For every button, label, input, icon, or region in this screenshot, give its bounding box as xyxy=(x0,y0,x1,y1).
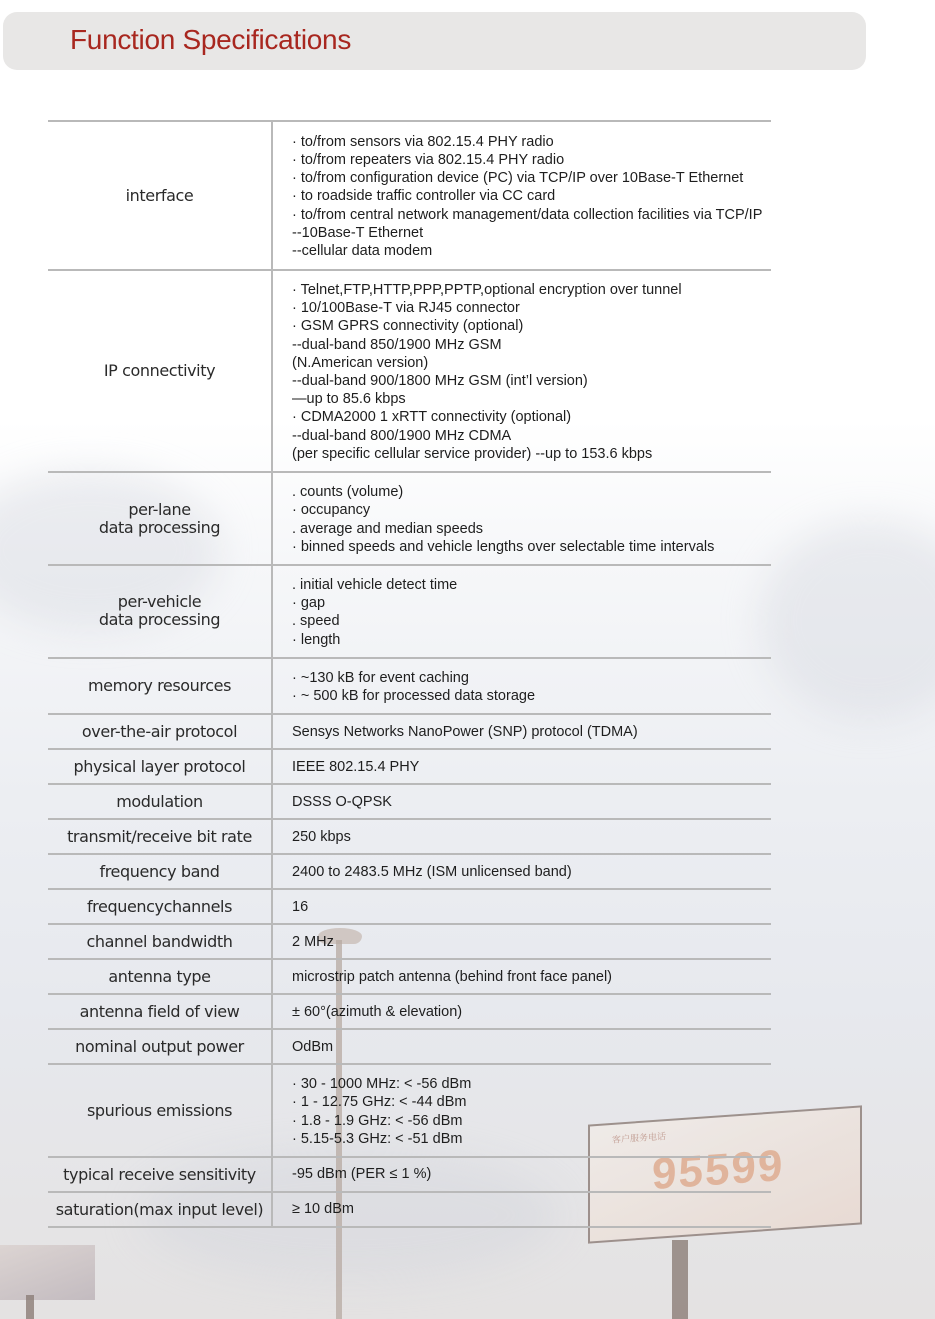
spec-value-line: ≥ 10 dBm xyxy=(292,1201,354,1218)
spec-value-line: · to/from repeaters via 802.15.4 PHY radio xyxy=(292,151,565,168)
spec-label-text: saturation(max input level) xyxy=(55,1199,264,1219)
cloud xyxy=(760,520,935,720)
spec-label xyxy=(48,924,272,959)
spec-value-line: --cellular data modem xyxy=(292,243,433,259)
spec-label-text: frequency band xyxy=(99,861,220,881)
spec-table-body xyxy=(48,121,771,1227)
spec-value xyxy=(272,854,771,889)
spec-value xyxy=(272,565,771,658)
spec-label-text: antenna field of view xyxy=(79,1001,240,1021)
spec-label-text: over-the-air protocol xyxy=(81,721,238,741)
spec-value-line: · length xyxy=(292,631,341,648)
spec-value-line: IEEE 802.15.4 PHY xyxy=(292,758,420,775)
spec-label-text: data processing xyxy=(98,610,221,630)
spec-row xyxy=(48,854,771,889)
spec-value-line: · 1.8 - 1.9 GHz: < -56 dBm xyxy=(292,1112,463,1129)
spec-value-line: · to/from configuration device (PC) via TCP/IP over 10Base-T Ethernet xyxy=(292,170,744,187)
billboard-number: 95599 xyxy=(652,1140,785,1200)
spec-value xyxy=(272,1157,771,1192)
spec-label xyxy=(48,1192,272,1227)
spec-label xyxy=(48,749,272,784)
spec-value-line: 250 kbps xyxy=(292,828,351,845)
spec-label xyxy=(48,959,272,994)
spec-value-line: -95 dBm (PER ≤ 1 %) xyxy=(292,1166,432,1183)
spec-label xyxy=(48,1064,272,1157)
spec-label-text: spurious emissions xyxy=(86,1100,233,1120)
spec-value-line: --dual-band 900/1800 MHz GSM (int’l version) xyxy=(292,373,588,390)
spec-value-line: --dual-band 850/1900 MHz GSM xyxy=(292,336,502,353)
spec-value-line: · 10/100Base-T via RJ45 connector xyxy=(292,300,520,317)
spec-label xyxy=(48,854,272,889)
spec-value-line: · gap xyxy=(292,595,326,612)
spec-value-line: · ~ 500 kB for processed data storage xyxy=(292,688,536,705)
spec-label-text: modulation xyxy=(116,791,203,811)
spec-row xyxy=(48,924,771,959)
billboard-small-post xyxy=(26,1295,34,1319)
spec-label-text: frequencychannels xyxy=(86,896,233,916)
spec-label-text: physical layer protocol xyxy=(73,756,246,776)
spec-label-text: typical receive sensitivity xyxy=(63,1164,256,1184)
spec-value-line: Sensys Networks NanoPower (SNP) protocol (TDMA) xyxy=(292,723,638,740)
spec-label-text: memory resources xyxy=(87,676,232,696)
spec-label xyxy=(48,472,272,565)
spec-value-line: (per specific cellular service provider) --up to 153.6 kbps xyxy=(292,445,653,462)
spec-value-line: · to roadside traffic controller via CC card xyxy=(292,188,556,205)
spec-row xyxy=(48,749,771,784)
spec-value-line: · binned speeds and vehicle lengths over selectable time intervals xyxy=(292,538,715,555)
spec-value xyxy=(272,121,771,270)
spec-value-line: · 5.15-5.3 GHz: < -51 dBm xyxy=(292,1130,463,1147)
spec-value-line: · occupancy xyxy=(292,502,371,519)
billboard-caption: 客户服务电话 xyxy=(612,1131,667,1145)
spec-row xyxy=(48,994,771,1029)
spec-label xyxy=(48,1157,272,1192)
spec-label xyxy=(48,1029,272,1064)
spec-row xyxy=(48,1192,771,1227)
spec-value xyxy=(272,1029,771,1064)
spec-label-text: per-vehicle xyxy=(117,592,202,612)
spec-label xyxy=(48,270,272,472)
spec-label xyxy=(48,121,272,270)
spec-label xyxy=(48,784,272,819)
spec-table xyxy=(48,120,771,1228)
spec-value-line: · ~130 kB for event caching xyxy=(292,669,469,686)
spec-value-line: ± 60°(azimuth & elevation) xyxy=(292,1003,463,1020)
spec-row xyxy=(48,889,771,924)
spec-value xyxy=(272,889,771,924)
spec-value-line: DSSS O-QPSK xyxy=(292,793,392,810)
spec-row xyxy=(48,270,771,472)
spec-row xyxy=(48,121,771,270)
spec-row xyxy=(48,784,771,819)
spec-value-line: · GSM GPRS connectivity (optional) xyxy=(292,318,524,335)
spec-label-text: nominal output power xyxy=(75,1036,244,1056)
spec-label xyxy=(48,714,272,749)
page-title: Function Specifications xyxy=(70,24,352,55)
spec-value-line: —up to 85.6 kbps xyxy=(292,391,406,408)
spec-value xyxy=(272,714,771,749)
spec-value xyxy=(272,819,771,854)
spec-label-text: IP connectivity xyxy=(103,361,216,381)
spec-value xyxy=(272,959,771,994)
spec-label-text: interface xyxy=(125,185,194,205)
spec-row xyxy=(48,714,771,749)
spec-value-line: · CDMA2000 1 xRTT connectivity (optional) xyxy=(292,409,572,426)
spec-value-line: microstrip patch antenna (behind front face panel) xyxy=(292,968,612,985)
spec-label xyxy=(48,565,272,658)
spec-label xyxy=(48,819,272,854)
billboard-small xyxy=(0,1245,95,1300)
spec-value-line: . speed xyxy=(292,613,340,630)
billboard-post xyxy=(672,1240,688,1319)
spec-value xyxy=(272,472,771,565)
spec-value xyxy=(272,270,771,472)
spec-label-text: antenna type xyxy=(108,966,211,986)
spec-value xyxy=(272,994,771,1029)
spec-value-line: (N.American version) xyxy=(292,354,429,371)
spec-row xyxy=(48,472,771,565)
spec-label-text: transmit/receive bit rate xyxy=(67,826,252,846)
spec-value-line: 2 MHz xyxy=(292,933,334,950)
spec-value-line: --10Base-T Ethernet xyxy=(292,224,424,241)
spec-value-line: 16 xyxy=(292,898,309,915)
spec-value xyxy=(272,924,771,959)
spec-label xyxy=(48,658,272,714)
spec-label xyxy=(48,889,272,924)
spec-value xyxy=(272,1192,771,1227)
spec-value xyxy=(272,749,771,784)
spec-value-line: . average and median speeds xyxy=(292,520,484,537)
spec-value-line: · to/from central network management/data collection facilities via TCP/IP xyxy=(292,206,763,223)
spec-value-line: . counts (volume) xyxy=(292,484,404,501)
spec-row xyxy=(48,1064,771,1157)
spec-value xyxy=(272,658,771,714)
spec-row xyxy=(48,565,771,658)
spec-value-line: · to/from sensors via 802.15.4 PHY radio xyxy=(292,133,554,150)
spec-value-line: · Telnet,FTP,HTTP,PPP,PPTP,optional encryption over tunnel xyxy=(292,282,682,298)
spec-value-line: --dual-band 800/1900 MHz CDMA xyxy=(292,427,512,444)
spec-value-line: OdBm xyxy=(292,1038,334,1055)
spec-label-text: per-lane xyxy=(128,499,191,519)
spec-value-line: · 30 - 1000 MHz: < -56 dBm xyxy=(292,1076,472,1093)
spec-value xyxy=(272,1064,771,1157)
section-header xyxy=(3,12,866,70)
spec-row xyxy=(48,819,771,854)
spec-row xyxy=(48,1157,771,1192)
spec-value-line: · 1 - 12.75 GHz: < -44 dBm xyxy=(292,1094,467,1111)
spec-label-text: channel bandwidth xyxy=(86,931,233,951)
spec-row xyxy=(48,959,771,994)
spec-value xyxy=(272,784,771,819)
spec-value-line: . initial vehicle detect time xyxy=(292,577,458,594)
spec-value-line: 2400 to 2483.5 MHz (ISM unlicensed band) xyxy=(292,863,572,880)
spec-label-text: data processing xyxy=(98,517,221,537)
spec-row xyxy=(48,1029,771,1064)
spec-label xyxy=(48,994,272,1029)
spec-row xyxy=(48,658,771,714)
